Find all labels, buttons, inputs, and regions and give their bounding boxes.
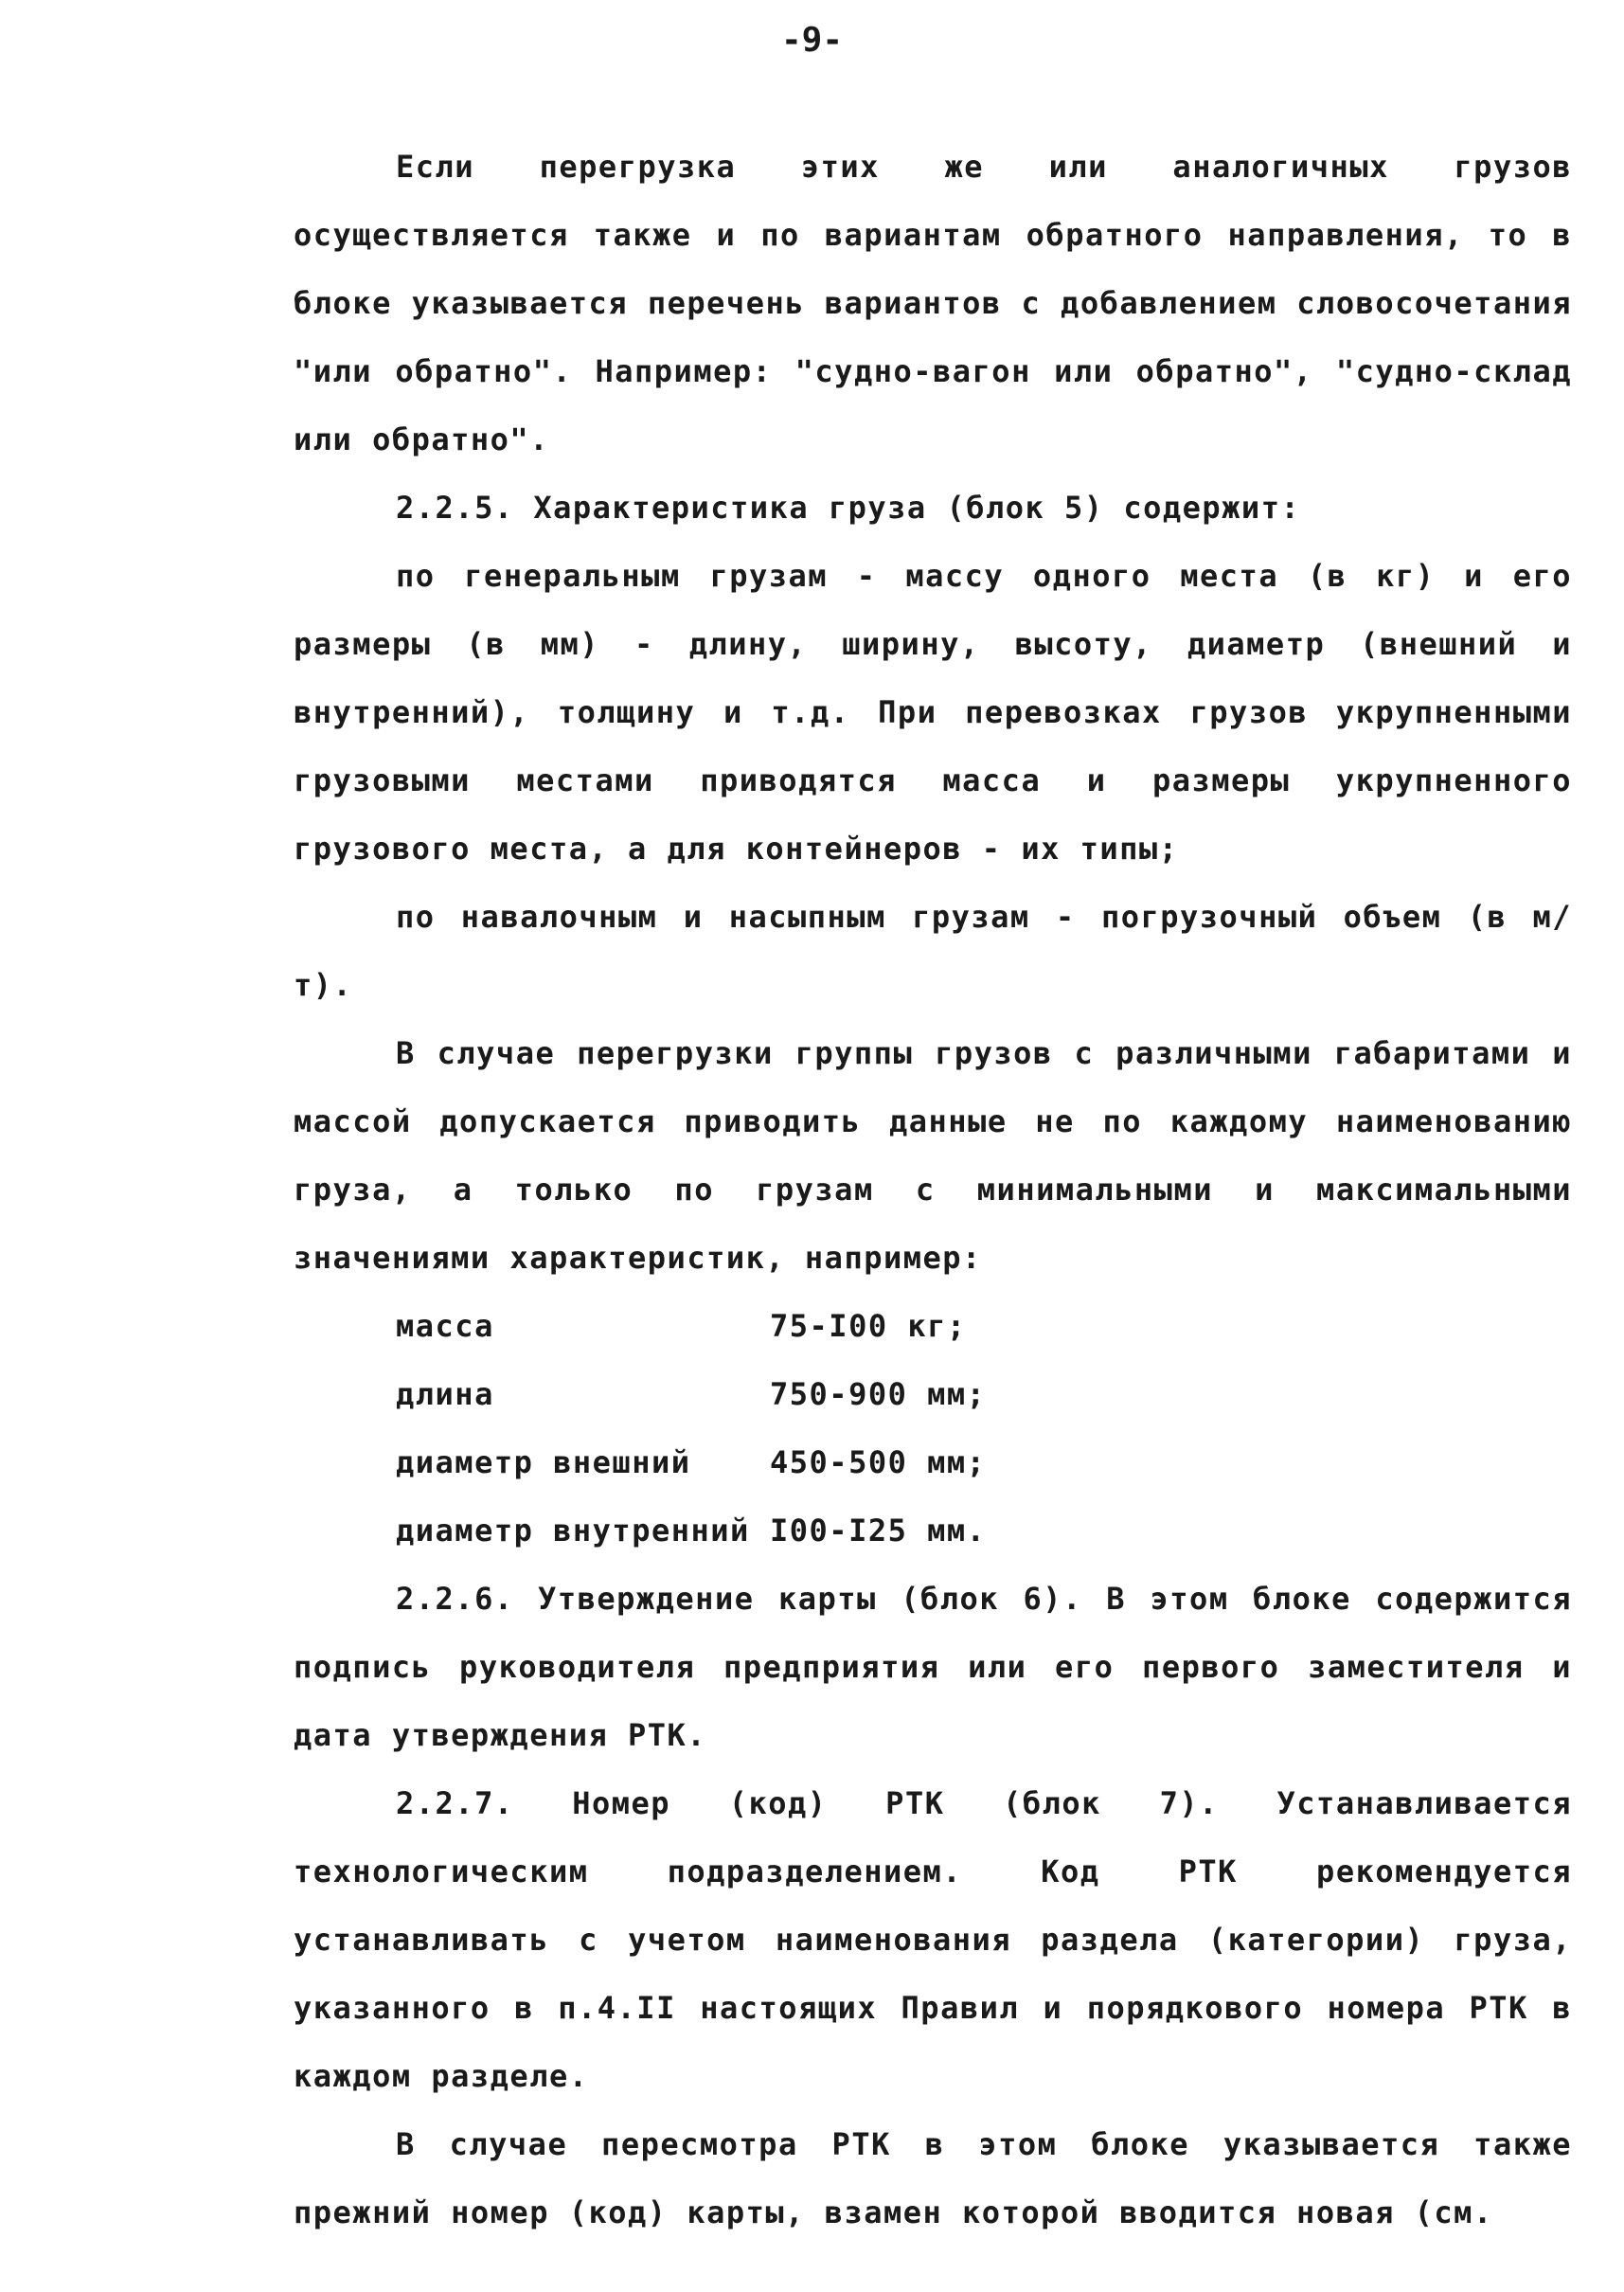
spec-list: [294, 1292, 1572, 1565]
paragraph-revision: В случае пересмотра РТК в этом блоке указывается также прежний номер (код) карты, взамен которой вводится новая (см.: [294, 2126, 1572, 2230]
spec-row: [396, 1292, 1572, 1360]
paragraph-return-direction: Если перегрузка этих же или аналогичных грузов осуществляется также и по вариантам обратного направления, то в блоке указывается перечень вариантов с добавлением словосочетания "или обратно". Например: "судно-вагон или обратно", "судно-склад или обратно".: [294, 149, 1572, 457]
spec-value: I00-I25 мм.: [770, 1513, 987, 1549]
spec-label: длина: [396, 1376, 494, 1412]
spec-value: 450-500 мм;: [770, 1444, 987, 1480]
paragraph-cargo-group: В случае перегрузки группы грузов с различными габаритами и массой допускается приводить данные не по каждому наименованию груза, а только по грузам с минимальными и максимальными значениями характеристик, например:: [294, 1035, 1572, 1276]
spec-label: диаметр внутренний: [396, 1513, 750, 1549]
document-body: [294, 133, 1572, 2247]
paragraph-bulk-cargo: по навалочным и насыпным грузам - погрузочный объем (в м/т).: [294, 899, 1572, 1003]
paragraph-general-cargo: по генеральным грузам - массу одного места (в кг) и его размеры (в мм) - длину, ширину, высоту, диаметр (внешний и внутренний), толщину и т.д. При перевозках грузов укрупненными грузовыми местами приводятся масса и размеры укрупненного грузового места, а для контейнеров - их типы;: [294, 558, 1572, 867]
page-number: -9-: [780, 21, 844, 60]
section-heading-2-2-6: 2.2.6. Утверждение карты (блок 6). В этом блоке содержится подпись руководителя предприятия или его первого заместителя и дата утверждения РТК.: [294, 1581, 1572, 1753]
spec-row: [396, 1428, 1572, 1496]
spec-row: [396, 1360, 1572, 1428]
spec-label: масса: [396, 1308, 494, 1344]
spec-value: 750-900 мм;: [770, 1376, 987, 1412]
section-heading-2-2-7: 2.2.7. Номер (код) РТК (блок 7). Устанавливается технологическим подразделением. Код РТК рекомендуется устанавливать с учетом наименования раздела (категории) груза, указанного в п.4.II настоящих Правил и порядкового номера РТК в каждом разделе.: [294, 1785, 1572, 2094]
spec-row: [396, 1496, 1572, 1565]
spec-value: 75-I00 кг;: [770, 1308, 967, 1344]
spec-label: диаметр внешний: [396, 1444, 691, 1480]
section-heading-2-2-5: 2.2.5. Характеристика груза (блок 5) содержит:: [396, 490, 1301, 526]
